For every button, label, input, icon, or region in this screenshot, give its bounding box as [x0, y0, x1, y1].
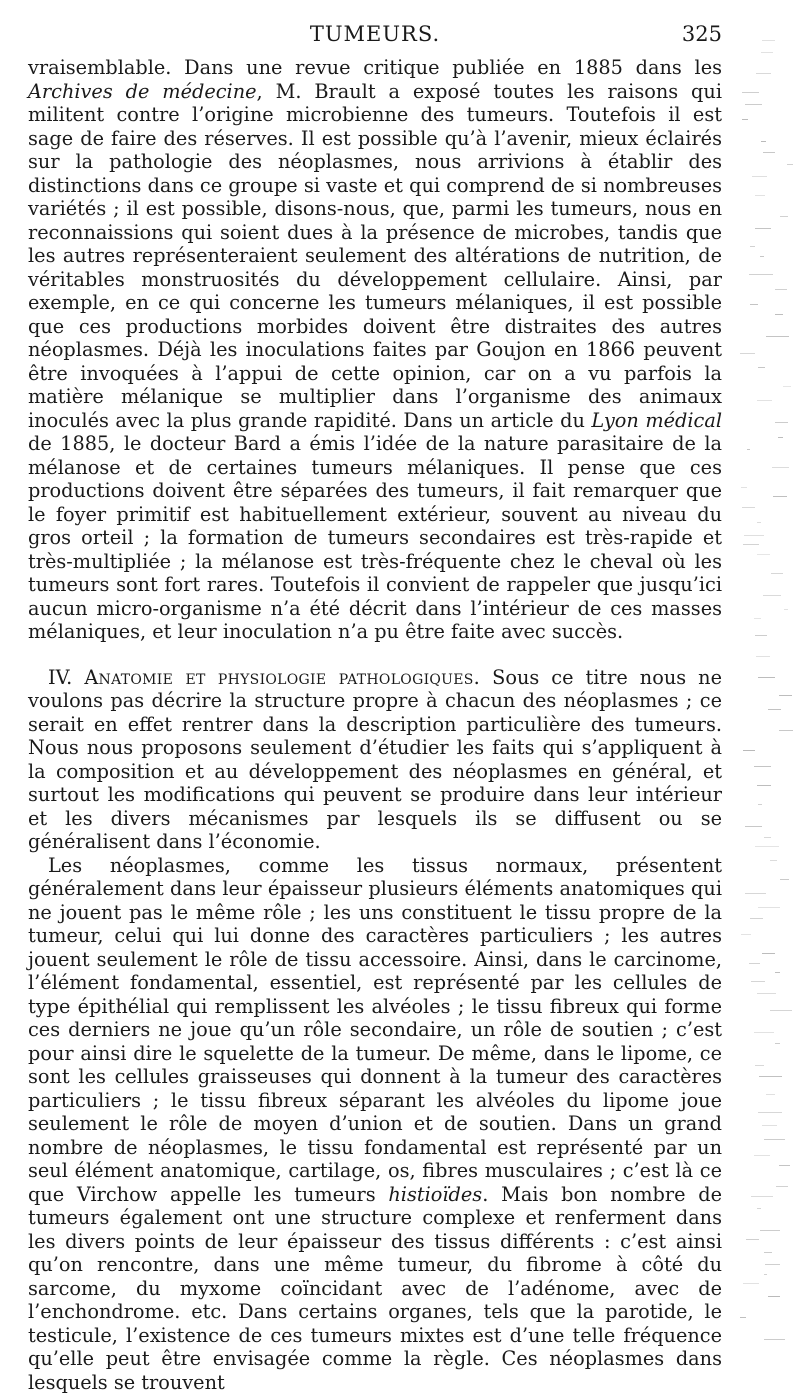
- edge-mark: [757, 785, 771, 786]
- edge-mark: [745, 893, 766, 894]
- edge-mark: [757, 522, 761, 523]
- edge-mark: [775, 1043, 780, 1044]
- edge-mark: [783, 386, 791, 387]
- edge-mark: [775, 314, 783, 315]
- edge-mark: [740, 1317, 746, 1318]
- edge-mark: [771, 573, 783, 574]
- edge-mark: [749, 963, 760, 964]
- edge-mark: [762, 1125, 777, 1126]
- edge-mark: [775, 972, 780, 973]
- edge-mark: [743, 750, 755, 751]
- edge-mark: [779, 1165, 790, 1166]
- text-segment: Lyon médical: [591, 409, 722, 432]
- edge-mark: [762, 40, 775, 41]
- edge-mark: [780, 879, 789, 880]
- edge-mark: [776, 1186, 788, 1187]
- edge-mark: [742, 92, 759, 93]
- edge-mark: [742, 507, 755, 508]
- page-body: [28, 56, 722, 1394]
- edge-mark: [763, 152, 775, 153]
- edge-mark: [758, 907, 780, 908]
- edge-mark: [757, 400, 772, 401]
- edge-mark: [773, 496, 787, 497]
- edge-mark: [755, 195, 765, 196]
- edge-mark: [762, 953, 775, 954]
- edge-mark: [764, 1339, 785, 1340]
- edge-mark: [766, 336, 789, 337]
- edge-mark: [746, 1239, 759, 1240]
- edge-mark: [745, 826, 762, 827]
- edge-mark: [758, 677, 775, 678]
- edge-mark: [779, 730, 793, 731]
- edge-mark: [755, 1065, 764, 1066]
- edge-mark: [750, 918, 763, 919]
- edge-mark: [756, 73, 771, 74]
- edge-mark: [765, 1264, 780, 1265]
- edge-mark: [741, 487, 747, 488]
- edge-mark: [758, 1112, 782, 1113]
- text-segment: vraisemblable. Dans une revue critique publiée en 1885 dans les: [28, 56, 722, 79]
- page-number: 325: [682, 22, 722, 46]
- edge-mark: [758, 804, 762, 805]
- edge-mark: [751, 981, 765, 982]
- edge-mark: [756, 656, 770, 657]
- paragraph-section-iv: [28, 666, 722, 854]
- text-segment: Les néoplasmes, comme les tissus normaux, présentent généralement dans leur épaisseur plusieurs éléments anatomiques qui ne jouent pas le même rôle ; les uns constituent le tissu propre de la tumeur, celui qui lui donne des caractères particuliers ; les autres jouent seulement le rôle de tissu accessoire. Ainsi, dans le carcinome, l’élément fondamental, essentiel, est représenté par les cellules de type épithélial qui remplissent les alvéoles ; le tissu fibreux qui forme ces derniers ne joue qu’un rôle secondaire, un rôle de soutien ; c’est pour ainsi dire le squelette de la tumeur. De même, dans le lipome, ce sont les cellules graisseuses qui donnent à la tumeur des caractères particuliers ; le tissu fibreux séparant les alvéoles du lipome joue seulement le rôle de moyen d’union et de soutien. Dans un grand nombre de néoplasmes, le tissu fondamental est représenté par un seul élément anatomique, cartilage, os, fibres musculaires ; c’est là ce que Virchow appelle les tumeurs: [28, 854, 722, 1206]
- edge-mark: [754, 1155, 770, 1156]
- edge-mark: [752, 176, 767, 177]
- edge-mark: [764, 1274, 767, 1275]
- text-segment: Archives de médecine: [28, 80, 257, 103]
- edge-mark: [751, 1196, 773, 1197]
- edge-mark: [741, 934, 751, 935]
- edge-mark: [747, 449, 750, 450]
- edge-mark: [745, 104, 762, 105]
- edge-mark: [761, 141, 766, 142]
- edge-mark: [775, 289, 787, 290]
- edge-mark: [750, 304, 758, 305]
- edge-mark: [754, 766, 771, 767]
- text-segment: Sous ce titre nous ne voulons pas décrire la structure propre à chacun des néoplasmes ; ce serait en effet rentrer dans la description particulière des tumeurs. Nous nous proposons seulement d’étudier les faits qui s’appliquent à la composition et au développement des néoplasmes en général, et surtout les modifications qui peuvent se produire dans leur intérieur et les divers mécanismes par lesquels ils se diffusent ou se généralisent dans l’économie.: [28, 666, 722, 854]
- edge-mark: [784, 609, 788, 610]
- edge-mark: [755, 635, 767, 636]
- text-segment: . Mais bon nombre de tumeurs également ont une structure complexe et renferment dans les divers points de leur épaisseur des tissus différents : c’est ainsi qu’on rencontre, dans une même tumeur, du fibrome à côté du sarcome, du myxome coïncidant avec de l’adénome, avec de l’enchondrome. etc. Dans certains organes, tels que la parotide, le testicule, l’existence de ces tumeurs mixtes est d’une telle fréquence qu’elle peut être envisagée comme la règle. Ces néoplasmes dans lesquels se trouvent: [28, 1183, 722, 1394]
- paragraph-neoplasms-structure: [28, 854, 722, 1394]
- edge-mark: [768, 1296, 780, 1297]
- text-segment: de 1885, le docteur Bard a émis l’idée de la nature parasitaire de la mélanose et de certaines tumeurs mélaniques. Il pense que ces productions doivent être séparées des tumeurs, il fait remarquer que le foyer primitif est habituellement extérieur, souvent au niveau du gros orteil ; la formation de tumeurs secondaires est très-rapide et très-multipliée ; la mélanose est très-fréquente chez le cheval où les tumeurs sont fort rares. Toutefois il convient de rappeler que jusqu’ici aucun micro-organisme n’a été décrit dans l’intérieur de ces masses mélaniques, et leur inoculation n’a pu être faite avec succès.: [28, 432, 722, 643]
- edge-mark: [764, 837, 771, 838]
- edge-mark: [780, 216, 788, 217]
- edge-mark: [779, 695, 792, 696]
- edge-mark: [763, 595, 781, 596]
- edge-mark: [758, 367, 765, 368]
- edge-mark: [743, 1283, 759, 1284]
- edge-mark: [760, 256, 764, 257]
- edge-mark: [764, 1252, 772, 1253]
- running-title: TUMEURS.: [28, 22, 722, 46]
- edge-mark: [742, 119, 748, 120]
- edge-mark: [757, 1208, 761, 1209]
- edge-mark: [743, 544, 759, 545]
- edge-mark: [761, 52, 773, 53]
- page-header: [28, 22, 722, 50]
- edge-mark: [755, 846, 779, 847]
- edge-mark: [749, 274, 773, 275]
- edge-mark: [787, 164, 793, 165]
- edge-mark: [750, 246, 755, 247]
- text-segment: histioïdes: [388, 1183, 482, 1206]
- edge-mark: [759, 1076, 782, 1077]
- edge-mark: [778, 437, 783, 438]
- edge-mark: [744, 535, 764, 536]
- page-edge-marks: [740, 0, 800, 1355]
- edge-mark: [770, 860, 777, 861]
- edge-mark: [775, 422, 788, 423]
- edge-mark: [770, 1010, 792, 1011]
- edge-mark: [766, 1094, 775, 1095]
- edge-mark: [757, 993, 776, 994]
- edge-mark: [768, 709, 781, 710]
- edge-mark: [764, 1139, 785, 1140]
- edge-mark: [772, 467, 789, 468]
- text-segment: IV.: [48, 666, 84, 689]
- edge-mark: [754, 1032, 774, 1033]
- edge-mark: [755, 228, 771, 229]
- edge-mark: [757, 554, 770, 555]
- paragraph-microbes: [28, 56, 722, 644]
- text-segment: Anatomie et physiologie pathologiques.: [84, 666, 480, 689]
- edge-mark: [760, 1230, 780, 1231]
- edge-mark: [740, 353, 755, 354]
- edge-mark: [754, 618, 761, 619]
- text-segment: , M. Brault a exposé toutes les raisons qui militent contre l’origine microbienne des tumeurs. Toutefois il est sage de faire des réserves. Il est possible qu’à l’avenir, mieux éclairés sur la pathologie des néoplasmes, nous arrivions à établir des distinctions dans ce groupe si vaste et qui comprend de si nombreuses variétés ; il est possible, disons-nous, que, parmi les tumeurs, nous en reconnaissions qui soient dues à la présence de microbes, tandis que les autres représenteraient seulement des altérations de nutrition, de véritables monstruosités du développement cellulaire. Ainsi, par exemple, en ce qui concerne les tumeurs mélaniques, il est possible que ces productions morbides doivent être distraites des autres néoplasmes. Déjà les inoculations faites par Goujon en 1866 peuvent être invoquées à l’appui de cette opinion, car on a vu parfois la matière mélanique se multiplier dans l’organisme des animaux inoculés avec la plus grande rapidité. Dans un article du: [28, 80, 722, 432]
